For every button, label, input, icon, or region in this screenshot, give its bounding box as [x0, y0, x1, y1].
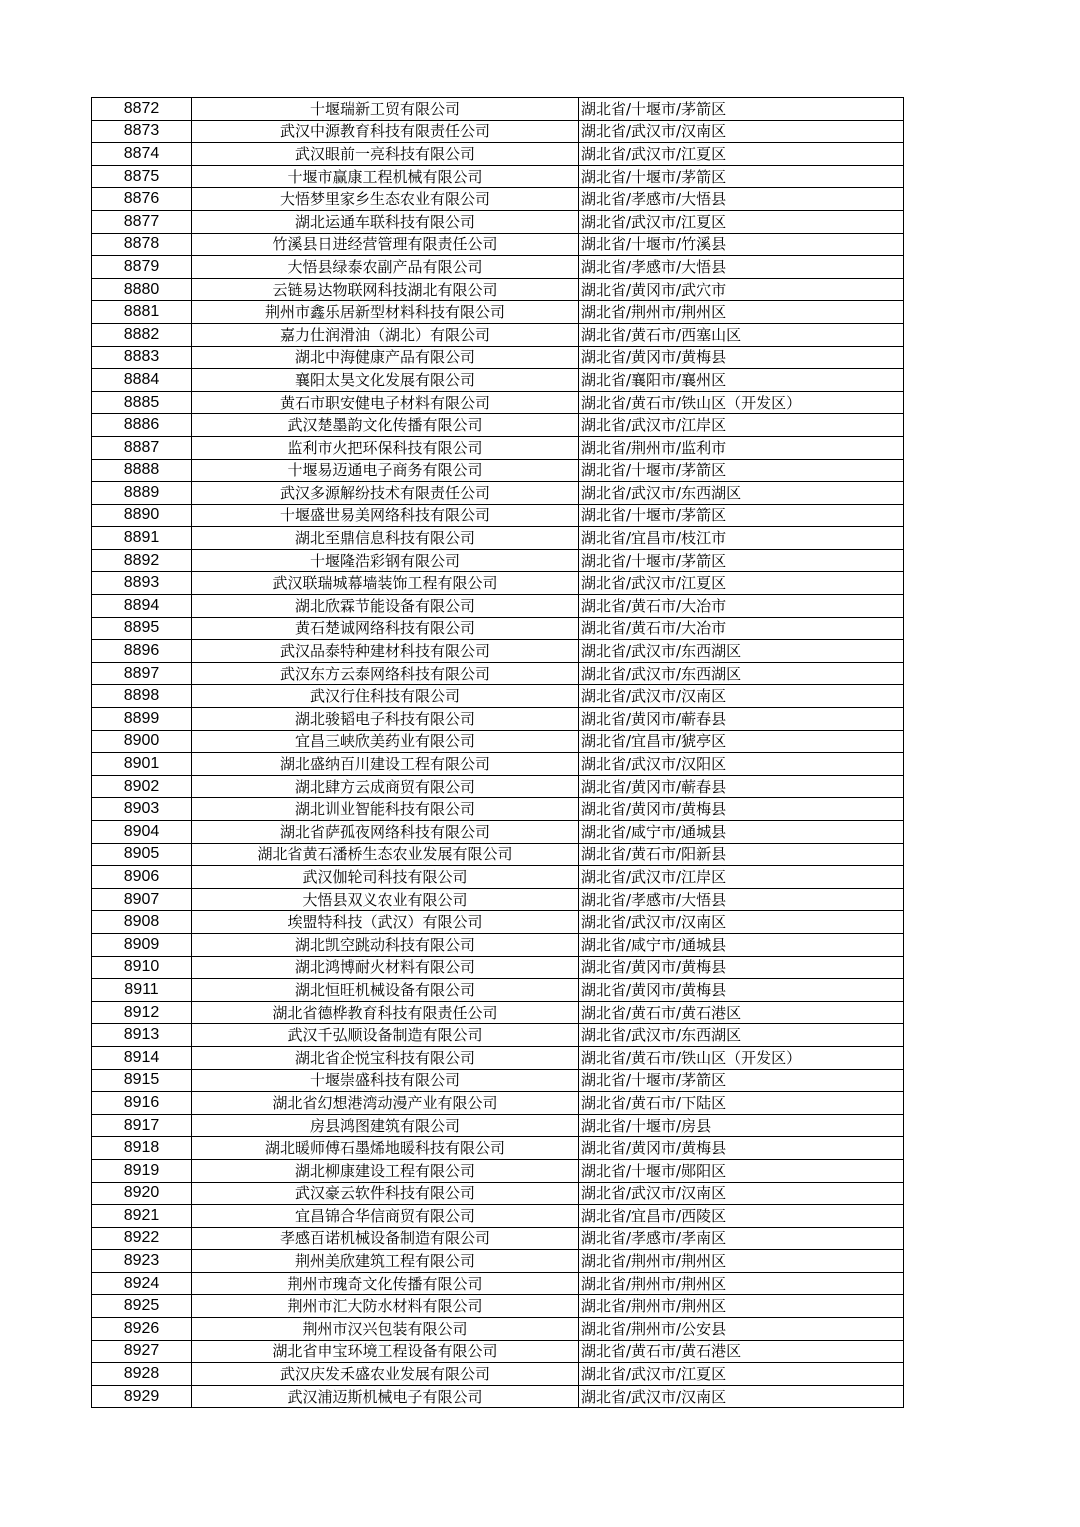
location-cell: 湖北省/十堰市/竹溪县 — [579, 233, 904, 256]
location-cell: 湖北省/武汉市/江夏区 — [579, 143, 904, 166]
company-name-cell: 荆州美欣建筑工程有限公司 — [192, 1250, 579, 1273]
location-cell: 湖北省/黄石市/下陆区 — [579, 1092, 904, 1115]
company-name-cell: 竹溪县日进经营管理有限责任公司 — [192, 233, 579, 256]
location-cell: 湖北省/武汉市/东西湖区 — [579, 1024, 904, 1047]
row-number-cell: 8893 — [92, 572, 192, 595]
table-row — [92, 482, 904, 505]
row-number-cell: 8929 — [92, 1385, 192, 1408]
table-row — [92, 866, 904, 889]
row-number-cell: 8915 — [92, 1069, 192, 1092]
company-name-cell: 湖北凯空跳动科技有限公司 — [192, 933, 579, 956]
table-row — [92, 1114, 904, 1137]
table-row — [92, 1046, 904, 1069]
location-cell: 湖北省/武汉市/汉南区 — [579, 1182, 904, 1205]
company-name-cell: 黄石市职安健电子材料有限公司 — [192, 391, 579, 414]
company-name-cell: 湖北省幻想港湾动漫产业有限公司 — [192, 1092, 579, 1115]
row-number-cell: 8890 — [92, 504, 192, 527]
table-row — [92, 572, 904, 595]
table-row — [92, 888, 904, 911]
table-row — [92, 323, 904, 346]
company-name-cell: 武汉品泰特种建材科技有限公司 — [192, 640, 579, 663]
table-row — [92, 278, 904, 301]
row-number-cell: 8901 — [92, 753, 192, 776]
company-name-cell: 大悟梦里家乡生态农业有限公司 — [192, 188, 579, 211]
table-row — [92, 821, 904, 844]
table-row — [92, 911, 904, 934]
table-row — [92, 798, 904, 821]
row-number-cell: 8918 — [92, 1137, 192, 1160]
table-row — [92, 708, 904, 731]
company-name-cell: 武汉行住科技有限公司 — [192, 685, 579, 708]
company-name-cell: 湖北运通车联科技有限公司 — [192, 210, 579, 233]
company-name-cell: 湖北省企悦宝科技有限公司 — [192, 1046, 579, 1069]
company-name-cell: 湖北柳康建设工程有限公司 — [192, 1159, 579, 1182]
table-row — [92, 1159, 904, 1182]
company-name-cell: 武汉伽轮司科技有限公司 — [192, 866, 579, 889]
row-number-cell: 8928 — [92, 1363, 192, 1386]
company-name-cell: 大悟县绿泰农副产品有限公司 — [192, 256, 579, 279]
table-row — [92, 595, 904, 618]
row-number-cell: 8882 — [92, 323, 192, 346]
table-row — [92, 640, 904, 663]
company-table-body — [92, 98, 904, 1408]
row-number-cell: 8896 — [92, 640, 192, 663]
company-name-cell: 湖北省申宝环境工程设备有限公司 — [192, 1340, 579, 1363]
company-name-cell: 十堰市赢康工程机械有限公司 — [192, 165, 579, 188]
location-cell: 湖北省/荆州市/荆州区 — [579, 1250, 904, 1273]
location-cell: 湖北省/黄冈市/黄梅县 — [579, 1137, 904, 1160]
row-number-cell: 8886 — [92, 414, 192, 437]
location-cell: 湖北省/孝感市/大悟县 — [579, 256, 904, 279]
company-name-cell: 湖北恒旺机械设备有限公司 — [192, 979, 579, 1002]
row-number-cell: 8925 — [92, 1295, 192, 1318]
row-number-cell: 8899 — [92, 708, 192, 731]
table-row — [92, 459, 904, 482]
row-number-cell: 8897 — [92, 662, 192, 685]
row-number-cell: 8883 — [92, 346, 192, 369]
company-name-cell: 襄阳太昊文化发展有限公司 — [192, 369, 579, 392]
location-cell: 湖北省/十堰市/茅箭区 — [579, 165, 904, 188]
company-name-cell: 十堰盛世易美网络科技有限公司 — [192, 504, 579, 527]
location-cell: 湖北省/荆州市/荆州区 — [579, 301, 904, 324]
location-cell: 湖北省/十堰市/茅箭区 — [579, 98, 904, 121]
company-name-cell: 云链易达物联网科技湖北有限公司 — [192, 278, 579, 301]
row-number-cell: 8892 — [92, 549, 192, 572]
row-number-cell: 8906 — [92, 866, 192, 889]
company-name-cell: 湖北省萨孤夜网络科技有限公司 — [192, 821, 579, 844]
company-name-cell: 武汉庆发禾盛农业发展有限公司 — [192, 1363, 579, 1386]
company-name-cell: 荆州市瑰奇文化传播有限公司 — [192, 1272, 579, 1295]
row-number-cell: 8905 — [92, 843, 192, 866]
table-row — [92, 1205, 904, 1228]
table-row — [92, 1024, 904, 1047]
location-cell: 湖北省/咸宁市/通城县 — [579, 933, 904, 956]
company-name-cell: 十堰易迈通电子商务有限公司 — [192, 459, 579, 482]
location-cell: 湖北省/武汉市/东西湖区 — [579, 662, 904, 685]
company-name-cell: 房县鸿图建筑有限公司 — [192, 1114, 579, 1137]
table-row — [92, 1295, 904, 1318]
location-cell: 湖北省/黄石市/黄石港区 — [579, 1001, 904, 1024]
location-cell: 湖北省/黄石市/黄石港区 — [579, 1340, 904, 1363]
table-row — [92, 165, 904, 188]
table-row — [92, 549, 904, 572]
row-number-cell: 8911 — [92, 979, 192, 1002]
location-cell: 湖北省/十堰市/茅箭区 — [579, 549, 904, 572]
table-row — [92, 617, 904, 640]
table-row — [92, 233, 904, 256]
table-row — [92, 256, 904, 279]
company-name-cell: 宜昌锦合华信商贸有限公司 — [192, 1205, 579, 1228]
company-name-cell: 武汉千弘顺设备制造有限公司 — [192, 1024, 579, 1047]
table-row — [92, 843, 904, 866]
location-cell: 湖北省/宜昌市/西陵区 — [579, 1205, 904, 1228]
location-cell: 湖北省/十堰市/茅箭区 — [579, 1069, 904, 1092]
table-row — [92, 1001, 904, 1024]
company-name-cell: 湖北欣霖节能设备有限公司 — [192, 595, 579, 618]
table-row — [92, 188, 904, 211]
company-name-cell: 湖北暖师傅石墨烯地暖科技有限公司 — [192, 1137, 579, 1160]
row-number-cell: 8916 — [92, 1092, 192, 1115]
company-name-cell: 十堰崇盛科技有限公司 — [192, 1069, 579, 1092]
company-name-cell: 宜昌三峡欣美药业有限公司 — [192, 730, 579, 753]
table-row — [92, 933, 904, 956]
row-number-cell: 8891 — [92, 527, 192, 550]
row-number-cell: 8875 — [92, 165, 192, 188]
company-name-cell: 监利市火把环保科技有限公司 — [192, 436, 579, 459]
row-number-cell: 8904 — [92, 821, 192, 844]
location-cell: 湖北省/黄石市/大冶市 — [579, 595, 904, 618]
location-cell: 湖北省/黄冈市/武穴市 — [579, 278, 904, 301]
location-cell: 湖北省/武汉市/江夏区 — [579, 572, 904, 595]
location-cell: 湖北省/荆州市/荆州区 — [579, 1272, 904, 1295]
company-name-cell: 湖北肆方云成商贸有限公司 — [192, 775, 579, 798]
company-name-cell: 武汉豪云软件科技有限公司 — [192, 1182, 579, 1205]
location-cell: 湖北省/宜昌市/枝江市 — [579, 527, 904, 550]
row-number-cell: 8881 — [92, 301, 192, 324]
company-name-cell: 黄石楚诚网络科技有限公司 — [192, 617, 579, 640]
table-row — [92, 662, 904, 685]
table-row — [92, 1227, 904, 1250]
row-number-cell: 8878 — [92, 233, 192, 256]
company-name-cell: 湖北省黄石潘桥生态农业发展有限公司 — [192, 843, 579, 866]
location-cell: 湖北省/荆州市/荆州区 — [579, 1295, 904, 1318]
table-row — [92, 1182, 904, 1205]
row-number-cell: 8910 — [92, 956, 192, 979]
company-name-cell: 十堰隆浩彩钢有限公司 — [192, 549, 579, 572]
company-table — [91, 97, 904, 1408]
row-number-cell: 8903 — [92, 798, 192, 821]
location-cell: 湖北省/黄石市/西塞山区 — [579, 323, 904, 346]
row-number-cell: 8917 — [92, 1114, 192, 1137]
location-cell: 湖北省/武汉市/汉南区 — [579, 1385, 904, 1408]
table-row — [92, 527, 904, 550]
company-name-cell: 荆州市鑫乐居新型材料科技有限公司 — [192, 301, 579, 324]
row-number-cell: 8926 — [92, 1318, 192, 1341]
row-number-cell: 8884 — [92, 369, 192, 392]
table-row — [92, 414, 904, 437]
company-name-cell: 湖北省德桦教育科技有限责任公司 — [192, 1001, 579, 1024]
row-number-cell: 8900 — [92, 730, 192, 753]
table-row — [92, 685, 904, 708]
company-name-cell: 湖北鸿博耐火材料有限公司 — [192, 956, 579, 979]
company-name-cell: 武汉中源教育科技有限责任公司 — [192, 120, 579, 143]
company-name-cell: 武汉眼前一亮科技有限公司 — [192, 143, 579, 166]
table-row — [92, 1069, 904, 1092]
table-row — [92, 753, 904, 776]
table-row — [92, 1318, 904, 1341]
row-number-cell: 8923 — [92, 1250, 192, 1273]
table-row — [92, 120, 904, 143]
location-cell: 湖北省/黄冈市/黄梅县 — [579, 979, 904, 1002]
row-number-cell: 8921 — [92, 1205, 192, 1228]
location-cell: 湖北省/黄冈市/黄梅县 — [579, 346, 904, 369]
location-cell: 湖北省/武汉市/江夏区 — [579, 1363, 904, 1386]
table-row — [92, 730, 904, 753]
table-row — [92, 504, 904, 527]
company-name-cell: 武汉联瑞城幕墙装饰工程有限公司 — [192, 572, 579, 595]
location-cell: 湖北省/荆州市/监利市 — [579, 436, 904, 459]
location-cell: 湖北省/武汉市/东西湖区 — [579, 640, 904, 663]
location-cell: 湖北省/武汉市/汉阳区 — [579, 753, 904, 776]
row-number-cell: 8922 — [92, 1227, 192, 1250]
table-row — [92, 210, 904, 233]
location-cell: 湖北省/荆州市/公安县 — [579, 1318, 904, 1341]
location-cell: 湖北省/武汉市/江岸区 — [579, 414, 904, 437]
row-number-cell: 8907 — [92, 888, 192, 911]
row-number-cell: 8914 — [92, 1046, 192, 1069]
table-row — [92, 1340, 904, 1363]
table-row — [92, 1092, 904, 1115]
location-cell: 湖北省/黄冈市/黄梅县 — [579, 956, 904, 979]
location-cell: 湖北省/武汉市/江夏区 — [579, 210, 904, 233]
row-number-cell: 8889 — [92, 482, 192, 505]
location-cell: 湖北省/十堰市/茅箭区 — [579, 504, 904, 527]
company-name-cell: 埃盟特科技（武汉）有限公司 — [192, 911, 579, 934]
row-number-cell: 8888 — [92, 459, 192, 482]
table-row — [92, 1137, 904, 1160]
location-cell: 湖北省/武汉市/汉南区 — [579, 120, 904, 143]
location-cell: 湖北省/武汉市/江岸区 — [579, 866, 904, 889]
row-number-cell: 8879 — [92, 256, 192, 279]
row-number-cell: 8876 — [92, 188, 192, 211]
table-row — [92, 369, 904, 392]
company-name-cell: 嘉力仕润滑油（湖北）有限公司 — [192, 323, 579, 346]
row-number-cell: 8902 — [92, 775, 192, 798]
table-row — [92, 775, 904, 798]
table-row — [92, 301, 904, 324]
location-cell: 湖北省/咸宁市/通城县 — [579, 821, 904, 844]
row-number-cell: 8908 — [92, 911, 192, 934]
row-number-cell: 8894 — [92, 595, 192, 618]
row-number-cell: 8873 — [92, 120, 192, 143]
table-row — [92, 1363, 904, 1386]
location-cell: 湖北省/黄石市/大冶市 — [579, 617, 904, 640]
company-name-cell: 湖北中海健康产品有限公司 — [192, 346, 579, 369]
location-cell: 湖北省/武汉市/汉南区 — [579, 685, 904, 708]
company-name-cell: 湖北骏韬电子科技有限公司 — [192, 708, 579, 731]
location-cell: 湖北省/孝感市/大悟县 — [579, 888, 904, 911]
location-cell: 湖北省/孝感市/大悟县 — [579, 188, 904, 211]
location-cell: 湖北省/宜昌市/猇亭区 — [579, 730, 904, 753]
company-name-cell: 武汉楚墨韵文化传播有限公司 — [192, 414, 579, 437]
location-cell: 湖北省/黄冈市/蕲春县 — [579, 775, 904, 798]
row-number-cell: 8877 — [92, 210, 192, 233]
location-cell: 湖北省/黄石市/铁山区（开发区） — [579, 391, 904, 414]
company-name-cell: 武汉多源解纷技术有限责任公司 — [192, 482, 579, 505]
location-cell: 湖北省/黄冈市/黄梅县 — [579, 798, 904, 821]
company-name-cell: 荆州市汇大防水材料有限公司 — [192, 1295, 579, 1318]
row-number-cell: 8898 — [92, 685, 192, 708]
company-name-cell: 武汉浦迈斯机械电子有限公司 — [192, 1385, 579, 1408]
table-row — [92, 956, 904, 979]
company-name-cell: 湖北至鼎信息科技有限公司 — [192, 527, 579, 550]
row-number-cell: 8880 — [92, 278, 192, 301]
row-number-cell: 8919 — [92, 1159, 192, 1182]
location-cell: 湖北省/十堰市/房县 — [579, 1114, 904, 1137]
location-cell: 湖北省/武汉市/汉南区 — [579, 911, 904, 934]
table-row — [92, 98, 904, 121]
row-number-cell: 8885 — [92, 391, 192, 414]
company-name-cell: 十堰瑞新工贸有限公司 — [192, 98, 579, 121]
table-row — [92, 979, 904, 1002]
company-name-cell: 荆州市汉兴包装有限公司 — [192, 1318, 579, 1341]
location-cell: 湖北省/襄阳市/襄州区 — [579, 369, 904, 392]
location-cell: 湖北省/武汉市/东西湖区 — [579, 482, 904, 505]
location-cell: 湖北省/十堰市/茅箭区 — [579, 459, 904, 482]
table-row — [92, 391, 904, 414]
table-row — [92, 1272, 904, 1295]
row-number-cell: 8912 — [92, 1001, 192, 1024]
location-cell: 湖北省/黄石市/阳新县 — [579, 843, 904, 866]
row-number-cell: 8913 — [92, 1024, 192, 1047]
row-number-cell: 8872 — [92, 98, 192, 121]
table-row — [92, 1250, 904, 1273]
row-number-cell: 8895 — [92, 617, 192, 640]
company-name-cell: 孝感百诺机械设备制造有限公司 — [192, 1227, 579, 1250]
table-row — [92, 346, 904, 369]
row-number-cell: 8927 — [92, 1340, 192, 1363]
company-name-cell: 湖北盛纳百川建设工程有限公司 — [192, 753, 579, 776]
location-cell: 湖北省/十堰市/郧阳区 — [579, 1159, 904, 1182]
row-number-cell: 8920 — [92, 1182, 192, 1205]
row-number-cell: 8874 — [92, 143, 192, 166]
row-number-cell: 8924 — [92, 1272, 192, 1295]
company-name-cell: 大悟县双义农业有限公司 — [192, 888, 579, 911]
row-number-cell: 8909 — [92, 933, 192, 956]
company-name-cell: 湖北训业智能科技有限公司 — [192, 798, 579, 821]
company-name-cell: 武汉东方云泰网络科技有限公司 — [192, 662, 579, 685]
row-number-cell: 8887 — [92, 436, 192, 459]
location-cell: 湖北省/黄冈市/蕲春县 — [579, 708, 904, 731]
table-row — [92, 1385, 904, 1408]
table-row — [92, 143, 904, 166]
table-row — [92, 436, 904, 459]
location-cell: 湖北省/黄石市/铁山区（开发区） — [579, 1046, 904, 1069]
location-cell: 湖北省/孝感市/孝南区 — [579, 1227, 904, 1250]
